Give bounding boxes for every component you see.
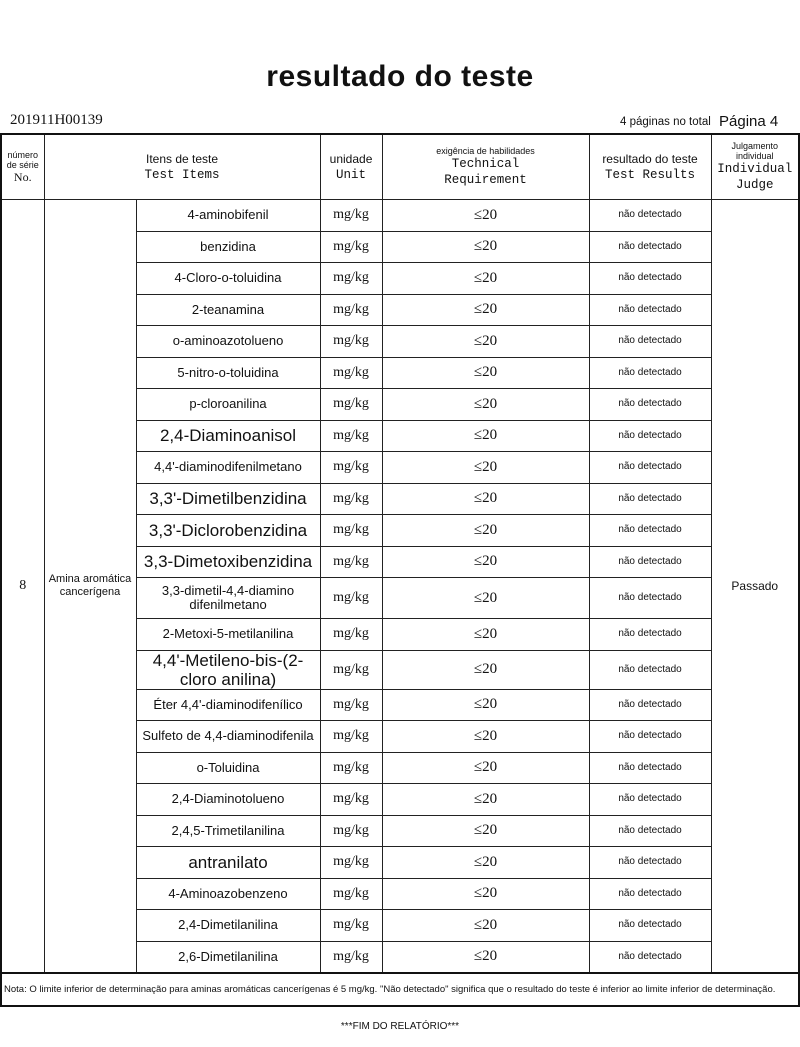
test-item-name: 4,4'-Metileno-bis-(2-cloro anilina) — [136, 650, 320, 689]
requirement-value: ≤20 — [382, 357, 589, 389]
result-value: não detectado — [589, 389, 711, 421]
unit-value: mg/kg — [320, 200, 382, 232]
test-item-name: 2,4-Diaminotolueno — [136, 784, 320, 816]
header-no: número de série No. — [1, 134, 44, 200]
test-item-name: p-cloroanilina — [136, 389, 320, 421]
requirement-value: ≤20 — [382, 650, 589, 689]
requirement-value: ≤20 — [382, 263, 589, 295]
table-header — [1, 134, 799, 200]
requirement-value: ≤20 — [382, 784, 589, 816]
test-item-name: 4-aminobifenil — [136, 200, 320, 232]
test-item-name: 4-Cloro-o-toluidina — [136, 263, 320, 295]
result-value: não detectado — [589, 910, 711, 942]
requirement-value: ≤20 — [382, 847, 589, 879]
unit-value: mg/kg — [320, 815, 382, 847]
result-value: não detectado — [589, 357, 711, 389]
test-item-name: 3,3'-Dimetilbenzidina — [136, 483, 320, 515]
test-item-name: Éter 4,4'-diaminodifenílico — [136, 689, 320, 721]
unit-value: mg/kg — [320, 389, 382, 421]
result-value: não detectado — [589, 578, 711, 619]
requirement-value: ≤20 — [382, 483, 589, 515]
result-value: não detectado — [589, 420, 711, 452]
requirement-value: ≤20 — [382, 294, 589, 326]
header-unit: unidade Unit — [320, 134, 382, 200]
result-value: não detectado — [589, 878, 711, 910]
table-row — [1, 200, 799, 232]
unit-value: mg/kg — [320, 326, 382, 358]
result-value: não detectado — [589, 546, 711, 578]
result-value: não detectado — [589, 326, 711, 358]
header-test-items: Itens de teste Test Items — [44, 134, 320, 200]
unit-value: mg/kg — [320, 483, 382, 515]
test-item-name: 2,4,5-Trimetilanilina — [136, 815, 320, 847]
requirement-value: ≤20 — [382, 878, 589, 910]
results-table — [0, 133, 800, 1007]
test-item-name: 3,3'-Diclorobenzidina — [136, 515, 320, 547]
unit-value: mg/kg — [320, 515, 382, 547]
report-number: 201911H00139 — [10, 112, 103, 128]
unit-value: mg/kg — [320, 721, 382, 753]
result-value: não detectado — [589, 294, 711, 326]
test-item-name: 2,4-Dimetilanilina — [136, 910, 320, 942]
test-item-name: 4,4'-diaminodifenilmetano — [136, 452, 320, 484]
unit-value: mg/kg — [320, 578, 382, 619]
requirement-value: ≤20 — [382, 815, 589, 847]
test-item-name: benzidina — [136, 231, 320, 263]
header-individual-judge: Julgamento individual Individual Judge — [711, 134, 799, 200]
pages-total: 4 páginas no total — [620, 116, 711, 128]
requirement-value: ≤20 — [382, 752, 589, 784]
category-label: Amina aromática cancerígena — [44, 200, 136, 974]
requirement-value: ≤20 — [382, 200, 589, 232]
requirement-value: ≤20 — [382, 231, 589, 263]
result-value: não detectado — [589, 200, 711, 232]
test-item-name: o-Toluidina — [136, 752, 320, 784]
unit-value: mg/kg — [320, 910, 382, 942]
result-value: não detectado — [589, 650, 711, 689]
requirement-value: ≤20 — [382, 578, 589, 619]
unit-value: mg/kg — [320, 752, 382, 784]
header-test-results: resultado do teste Test Results — [589, 134, 711, 200]
unit-value: mg/kg — [320, 357, 382, 389]
test-item-name: 5-nitro-o-toluidina — [136, 357, 320, 389]
report-end: ***FIM DO RELATÓRIO*** — [340, 1021, 460, 1032]
unit-value: mg/kg — [320, 231, 382, 263]
unit-value: mg/kg — [320, 941, 382, 973]
result-value: não detectado — [589, 752, 711, 784]
unit-value: mg/kg — [320, 294, 382, 326]
result-value: não detectado — [589, 689, 711, 721]
requirement-value: ≤20 — [382, 452, 589, 484]
test-item-name: 3,3-dimetil-4,4-diamino difenilmetano — [136, 578, 320, 619]
unit-value: mg/kg — [320, 619, 382, 651]
page-title: resultado do teste — [266, 60, 534, 93]
unit-value: mg/kg — [320, 650, 382, 689]
result-value: não detectado — [589, 815, 711, 847]
unit-value: mg/kg — [320, 452, 382, 484]
individual-judgement: Passado — [711, 200, 799, 974]
unit-value: mg/kg — [320, 420, 382, 452]
unit-value: mg/kg — [320, 263, 382, 295]
test-item-name: antranilato — [136, 847, 320, 879]
note-row — [1, 973, 799, 1006]
unit-value: mg/kg — [320, 546, 382, 578]
result-value: não detectado — [589, 515, 711, 547]
result-value: não detectado — [589, 483, 711, 515]
test-item-name: 2-teanamina — [136, 294, 320, 326]
result-value: não detectado — [589, 619, 711, 651]
requirement-value: ≤20 — [382, 941, 589, 973]
test-item-name: 2,6-Dimetilanilina — [136, 941, 320, 973]
requirement-value: ≤20 — [382, 689, 589, 721]
header-technical-requirement: exigência de habilidades Technical Requirement — [382, 134, 589, 200]
test-item-name: 2-Metoxi-5-metilanilina — [136, 619, 320, 651]
requirement-value: ≤20 — [382, 619, 589, 651]
requirement-value: ≤20 — [382, 420, 589, 452]
result-value: não detectado — [589, 721, 711, 753]
test-item-name: 4-Aminoazobenzeno — [136, 878, 320, 910]
result-value: não detectado — [589, 452, 711, 484]
test-item-name: 2,4-Diaminoanisol — [136, 420, 320, 452]
requirement-value: ≤20 — [382, 546, 589, 578]
test-item-name: o-aminoazotolueno — [136, 326, 320, 358]
page-number: Página 4 — [719, 113, 779, 130]
unit-value: mg/kg — [320, 878, 382, 910]
requirement-value: ≤20 — [382, 389, 589, 421]
result-value: não detectado — [589, 847, 711, 879]
note-text: Nota: O limite inferior de determinação para aminas aromáticas cancerígenas é 5 mg/kg. "Não detectado" significa que o resultado do teste é inferior ao limite inferior de determinação. — [1, 973, 799, 1006]
unit-value: mg/kg — [320, 847, 382, 879]
result-value: não detectado — [589, 263, 711, 295]
result-value: não detectado — [589, 941, 711, 973]
result-value: não detectado — [589, 231, 711, 263]
unit-value: mg/kg — [320, 689, 382, 721]
requirement-value: ≤20 — [382, 326, 589, 358]
result-value: não detectado — [589, 784, 711, 816]
requirement-value: ≤20 — [382, 910, 589, 942]
unit-value: mg/kg — [320, 784, 382, 816]
test-item-name: 3,3-Dimetoxibenzidina — [136, 546, 320, 578]
requirement-value: ≤20 — [382, 515, 589, 547]
serial-number: 8 — [1, 200, 44, 974]
requirement-value: ≤20 — [382, 721, 589, 753]
test-item-name: Sulfeto de 4,4-diaminodifenila — [136, 721, 320, 753]
